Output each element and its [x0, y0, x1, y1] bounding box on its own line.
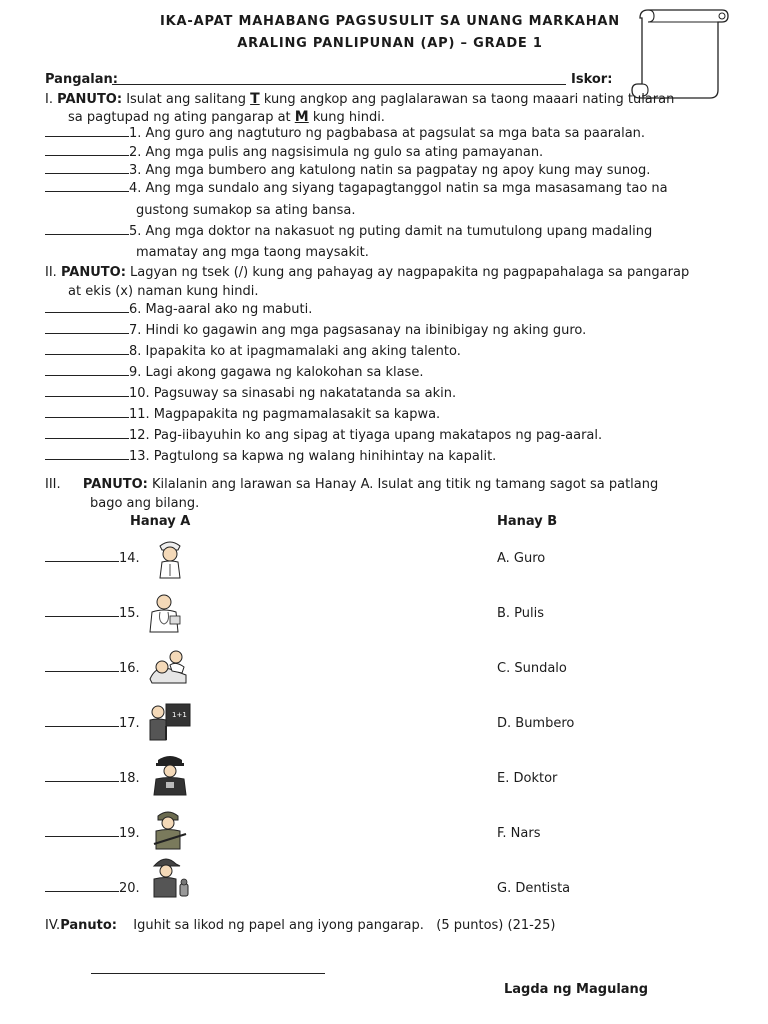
answer-blank[interactable] — [45, 181, 129, 192]
question-10 — [45, 386, 456, 401]
question-12 — [45, 428, 602, 443]
letter-t: T — [250, 91, 260, 107]
signature-line[interactable] — [91, 973, 325, 974]
part1-line2b: kung hindi. — [312, 110, 385, 125]
question-text: 4. Ang mga sundalo ang siyang tagapagtanggol natin sa mga masasamang tao na — [129, 181, 668, 196]
soldier-icon — [144, 806, 192, 850]
letter-m: M — [294, 109, 309, 125]
question-text: 9. Lagi akong gagawa ng kalokohan sa klase. — [129, 365, 424, 380]
choice-a: A. Guro — [497, 551, 546, 566]
item-number: 18. — [119, 771, 140, 786]
choice-f: F. Nars — [497, 826, 541, 841]
answer-blank[interactable] — [45, 344, 129, 355]
part1-line1a: Isulat ang salitang — [126, 92, 246, 107]
item-number: 17. — [119, 716, 140, 731]
answer-blank[interactable] — [45, 771, 119, 782]
question-text: 13. Pagtulong sa kapwa ng walang hinihintay na kapalit. — [129, 449, 497, 464]
question-4 — [45, 181, 668, 196]
question-text: 12. Pag-iibayuhin ko ang sipag at tiyaga upang makatapos ng pag-aaral. — [129, 428, 603, 443]
match-item-15 — [45, 606, 140, 621]
choice-c: C. Sundalo — [497, 661, 567, 676]
question-2 — [45, 145, 543, 160]
question-text: 3. Ang mga bumbero ang katulong natin sa pagpatay ng apoy kung may sunog. — [129, 163, 651, 178]
question-text: 8. Ipapakita ko at ipagmamalaki ang aking talento. — [129, 344, 461, 359]
part3-instructions — [45, 477, 658, 492]
choice-b: B. Pulis — [497, 606, 545, 621]
question-text: 1. Ang guro ang nagtuturo ng pagbabasa at pagsulat sa mga bata sa paaralan. — [129, 126, 646, 141]
answer-blank[interactable] — [45, 302, 129, 313]
question-text: 11. Magpapakita ng pagmamalasakit sa kapwa. — [129, 407, 441, 422]
part4-roman: IV. — [45, 918, 61, 933]
part3-line1: Kilalanin ang larawan sa Hanay A. Isulat ang titik ng tamang sagot sa patlang — [152, 477, 659, 492]
part1-roman: I. — [45, 92, 53, 107]
answer-blank[interactable] — [45, 881, 119, 892]
nurse-icon — [146, 536, 194, 580]
match-item-14 — [45, 551, 140, 566]
answer-blank[interactable] — [45, 126, 129, 137]
svg-text:1+1: 1+1 — [172, 711, 187, 719]
question-text: 2. Ang mga pulis ang nagsisimula ng gulo sa ating pamayanan. — [129, 145, 544, 160]
scroll-icon — [628, 6, 732, 102]
question-4-cont: gustong sumakop sa ating bansa. — [136, 203, 356, 218]
question-5-cont: mamatay ang mga taong maysakit. — [136, 245, 369, 260]
item-number: 16. — [119, 661, 140, 676]
answer-blank[interactable] — [45, 449, 129, 460]
part4-instructions — [45, 918, 555, 933]
answer-blank[interactable] — [45, 365, 129, 376]
answer-blank[interactable] — [45, 145, 129, 156]
part2-roman: II. — [45, 265, 57, 280]
item-number: 14. — [119, 551, 140, 566]
item-number: 15. — [119, 606, 140, 621]
item-number: 19. — [119, 826, 140, 841]
part2-instructions — [45, 265, 689, 280]
part2-panuto: PANUTO: — [60, 265, 126, 280]
teacher-icon — [144, 700, 192, 744]
match-item-20 — [45, 881, 140, 896]
answer-blank[interactable] — [45, 407, 129, 418]
answer-blank[interactable] — [45, 606, 119, 617]
answer-blank[interactable] — [45, 224, 129, 235]
answer-blank[interactable] — [45, 826, 119, 837]
question-text: 10. Pagsuway sa sinasabi ng nakatatanda sa akin. — [129, 386, 457, 401]
question-13 — [45, 449, 496, 464]
question-3 — [45, 163, 650, 178]
part2-line1: Lagyan ng tsek (/) kung ang pahayag ay nagpapakita ng pagpapahalaga sa pangarap — [130, 265, 690, 280]
choice-e: E. Doktor — [497, 771, 558, 786]
question-6 — [45, 302, 312, 317]
answer-blank[interactable] — [45, 661, 119, 672]
dentist-icon — [146, 645, 194, 689]
score-label: Iskor: — [571, 72, 613, 87]
column-b-header: Hanay B — [497, 514, 558, 529]
item-number: 20. — [119, 881, 140, 896]
part1-line1b: kung angkop ang paglalarawan sa taong maaari nating tularan — [263, 92, 675, 107]
part3-panuto: PANUTO: — [82, 477, 148, 492]
name-label: Pangalan: — [45, 72, 118, 87]
match-item-19 — [45, 826, 140, 841]
part3-line2: bago ang bilang. — [90, 496, 200, 511]
question-1 — [45, 126, 645, 141]
question-9 — [45, 365, 423, 380]
answer-blank[interactable] — [45, 551, 119, 562]
question-8 — [45, 344, 461, 359]
exam-title-line2: ARALING PANLIPUNAN (AP) – GRADE 1 — [237, 36, 543, 51]
answer-blank[interactable] — [45, 428, 129, 439]
part2-line2: at ekis (x) naman kung hindi. — [68, 284, 259, 299]
answer-blank[interactable] — [45, 323, 129, 334]
question-text: 7. Hindi ko gagawin ang mga pagsasanay na ibinibigay ng aking guro. — [129, 323, 587, 338]
question-text: 6. Mag-aaral ako ng mabuti. — [129, 302, 313, 317]
part1-instructions-line2 — [68, 109, 385, 125]
part4-panuto: Panuto: — [60, 918, 117, 933]
question-7 — [45, 323, 586, 338]
part4-text: Iguhit sa likod ng papel ang iyong pangarap. (5 puntos) (21-25) — [133, 918, 556, 933]
part1-instructions — [45, 91, 674, 107]
police-icon — [146, 752, 194, 796]
doctor-icon — [140, 590, 188, 634]
choice-d: D. Bumbero — [497, 716, 575, 731]
part1-line2a: sa pagtupad ng ating pangarap at — [68, 110, 291, 125]
match-item-17 — [45, 716, 140, 731]
choice-g: G. Dentista — [497, 881, 571, 896]
signature-label: Lagda ng Magulang — [504, 982, 649, 997]
column-a-header: Hanay A — [130, 514, 191, 529]
name-field[interactable] — [112, 84, 566, 85]
answer-blank[interactable] — [45, 386, 129, 397]
part3-roman: III. — [45, 477, 61, 492]
answer-blank[interactable] — [45, 716, 119, 727]
match-item-18 — [45, 771, 140, 786]
exam-title-line1: IKA-APAT MAHABANG PAGSUSULIT SA UNANG MARKAHAN — [160, 14, 620, 29]
firefighter-icon — [144, 854, 192, 898]
question-5 — [45, 224, 652, 239]
answer-blank[interactable] — [45, 163, 129, 174]
part1-panuto: PANUTO: — [57, 92, 123, 107]
question-text: 5. Ang mga doktor na nakasuot ng puting damit na tumutulong upang madaling — [129, 224, 653, 239]
question-11 — [45, 407, 440, 422]
match-item-16 — [45, 661, 140, 676]
